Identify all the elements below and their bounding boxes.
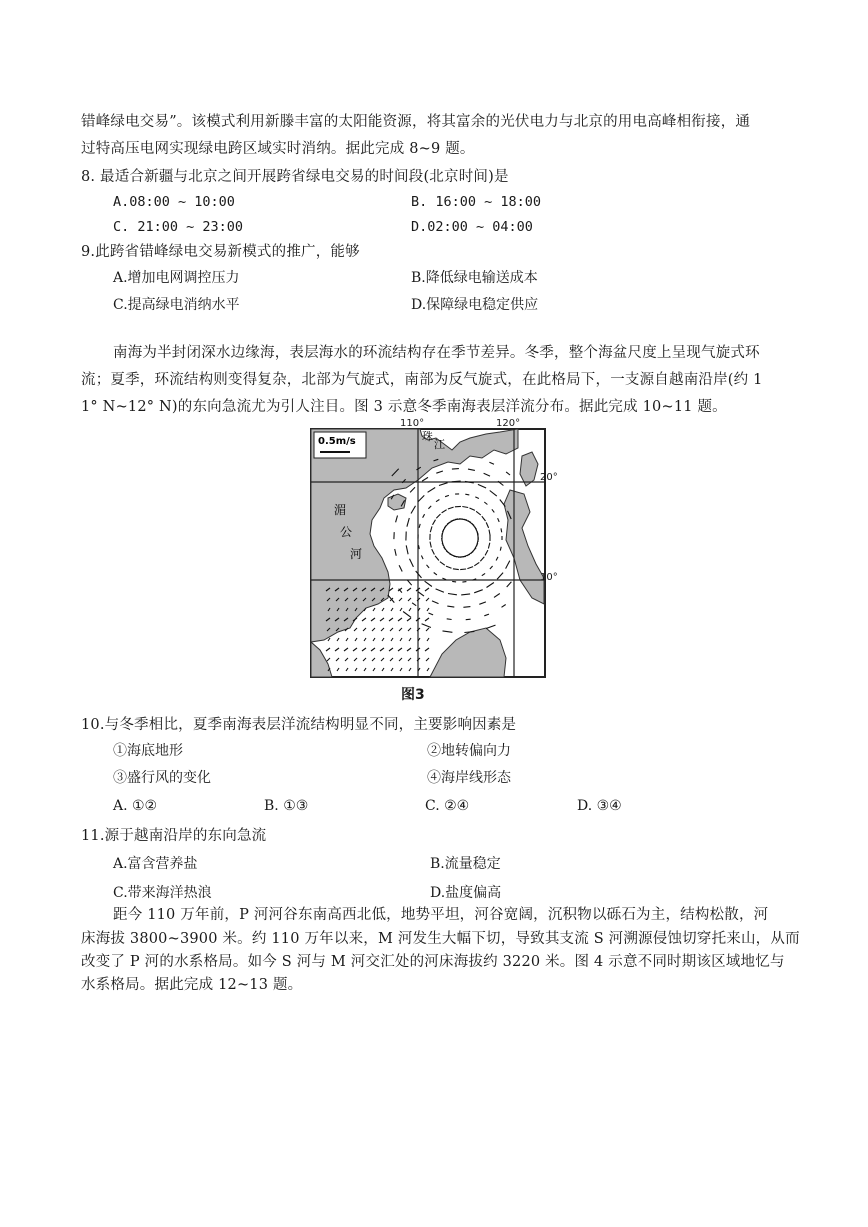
figure-caption: 图3 xyxy=(401,687,425,703)
current-arrow xyxy=(452,481,461,482)
lat-label-10: 10° xyxy=(540,572,558,583)
current-arrow xyxy=(460,569,466,570)
q10-item-2: ②地转偏向力 xyxy=(427,743,511,759)
current-arrow xyxy=(465,494,469,495)
current-arrow xyxy=(452,581,456,582)
lat-label-20: 20° xyxy=(540,472,558,483)
place-label-mei: 湄 xyxy=(334,503,347,517)
q11-option-c: C.带来海洋热浪 xyxy=(113,885,212,901)
q10-option-d: D. ③④ xyxy=(577,798,622,814)
q10-option-a: A. ①② xyxy=(113,798,158,814)
q11-option-d: D.盐度偏高 xyxy=(430,885,502,901)
q8-stem: 8. 最适合新疆与北京之间开展跨省绿电交易的时间段(北京时间)是 xyxy=(81,169,509,185)
place-label-he: 河 xyxy=(350,547,363,561)
q10-item-1: ①海底地形 xyxy=(113,743,183,759)
current-arrow xyxy=(419,545,420,549)
place-label-gong: 公 xyxy=(340,525,353,539)
q8-option-d: D.02:00 ~ 04:00 xyxy=(411,219,533,235)
current-arrow xyxy=(501,528,502,532)
q9-option-c: C.提高绿电消纳水平 xyxy=(113,297,240,313)
current-arrow xyxy=(466,619,471,620)
q11-option-a: A.富含营养盐 xyxy=(113,856,198,872)
q9-option-a: A.增加电网调控压力 xyxy=(113,270,240,286)
q10-item-3: ③盛行风的变化 xyxy=(113,770,211,786)
current-arrow xyxy=(463,607,470,608)
lon-label-110-top: 110° xyxy=(400,418,425,429)
scale-label: 0.5m/s xyxy=(318,436,356,447)
q8-option-b: B. 16:00 ~ 18:00 xyxy=(411,194,542,210)
intro-line-1: 错峰绿电交易”。该模式利用新滕丰富的太阳能资源，将其富余的光伏电力与北京的用电高峰相衔接，通 xyxy=(81,114,751,130)
q9-stem: 9.此跨省错峰绿电交易新模式的推广，能够 xyxy=(81,244,360,260)
q8-option-c: C. 21:00 ~ 23:00 xyxy=(113,219,244,235)
q10-item-4: ④海岸线形态 xyxy=(427,770,511,786)
scs-line-1: 南海为半封闭深水边缘海，表层海水的环流结构存在季节差异。冬季，整个海盆尺度上呈现气旋式环 xyxy=(113,345,760,361)
q11-stem: 11.源于越南沿岸的东向急流 xyxy=(81,828,267,844)
q10-stem: 10.与冬季相比，夏季南海表层洋流结构明显不同，主要影响因素是 xyxy=(81,717,517,733)
river-line-3: 改变了 P 河的水系格局。如今 S 河与 M 河交汇处的河床海拔约 3220 米。图 4 示意不同时期该区域地忆与 xyxy=(81,954,785,970)
q11-option-b: B.流量稳定 xyxy=(430,856,501,872)
scs-line-3: 1° N~12° N)的东向急流尤为引人注目。图 3 示意冬季南海表层洋流分布。据此完成 10~11 题。 xyxy=(81,399,727,415)
river-line-1: 距今 110 万年前，P 河河谷东南高西北低，地势平坦，河谷宽阔，沉积物以砾石为主，结构松散，河 xyxy=(113,907,769,923)
current-arrow xyxy=(452,469,459,470)
place-label-zhu: 珠 xyxy=(422,430,433,443)
river-line-2: 床海拔 3800~3900 米。约 110 万年以来，M 河发生大幅下切，导致其支流 S 河溯源侵蚀切穿托来山，从而 xyxy=(81,931,800,947)
q9-option-b: B.降低绿电输送成本 xyxy=(411,270,538,286)
current-arrow xyxy=(462,582,466,583)
intro-line-2: 过特高压电网实现绿电跨区域实时消纳。据此完成 8~9 题。 xyxy=(81,141,475,157)
scs-line-2: 流；夏季，环流结构则变得复杂，北部为气旋式，南部为反气旋式，在此格局下，一支源自越南沿岸(约 1 xyxy=(81,372,763,388)
q8-option-a: A.08:00 ~ 10:00 xyxy=(113,194,235,210)
q10-option-c: C. ②④ xyxy=(425,798,470,814)
q9-option-d: D.保障绿电稳定供应 xyxy=(411,297,539,313)
figure-3-map xyxy=(310,418,558,678)
q10-option-b: B. ①③ xyxy=(264,798,309,814)
river-line-4: 水系格局。据此完成 12~13 题。 xyxy=(81,977,303,993)
current-arrow xyxy=(447,619,452,620)
lon-label-120-top: 120° xyxy=(496,418,521,429)
place-label-jiang: 江 xyxy=(434,438,445,451)
